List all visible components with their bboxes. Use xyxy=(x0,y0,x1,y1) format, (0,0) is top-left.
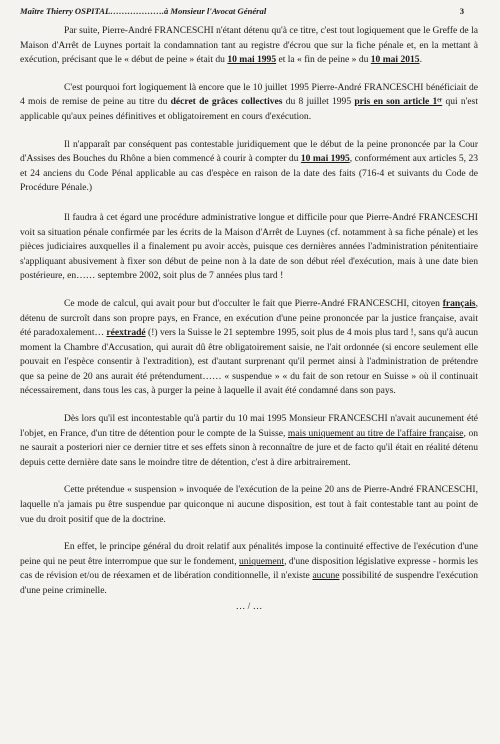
paragraph-6: Dès lors qu'il est incontestable qu'à partir du 10 mai 1995 Monsieur FRANCESCHI n'avait aucunement été l'objet, en France, d'un titre de détention pour le compte de la Suisse, mais uniquement au titre de l'affaire française, on ne saurait a posteriori nier ce dernier titre et ses effets sinon à reconnaître de jure et de facto qu'il était en réalité détenu depuis cette dernière date sans le moindre titre de détention, c'est à dire arbitrairement. xyxy=(20,413,478,468)
uniquement-text: uniquement xyxy=(239,555,285,567)
header-addressee: Maître Thierry OSPITAL……………….à Monsieur l'Avocat Général xyxy=(20,6,267,16)
date-start: 10 mai 1995 xyxy=(227,54,277,66)
aucune-text: aucune xyxy=(312,570,340,582)
continuation-mark: … / … xyxy=(235,600,263,612)
paragraph-3: Il n'apparaît par conséquent pas contestable juridiquement que le début de la peine prononcée par la Cour d'Assises des Bouches du Rhône a bien commencé à courir à compter du 10 mai 1995, conformément aux articles 5, 23 et 24 anciens du Code Pénal applicable au cas d'espèce en raison de la date des faits (716-4 et suivants du Code de Procédure Pénale.) xyxy=(20,138,478,194)
paragraph-4: Il faudra à cet égard une procédure administrative longue et difficile pour que Pierre-André FRANCESCHI voit sa situation pénale confirmée par les écrits de la Maison d'Arrêt de Luynes (cf. notamment à sa fiche pénale) et les pièces judiciaires auxquelles il a finalement pu avoir accès, puisque ces dernières années l'administration pénitentiaire s'appliquant abusivement à fixer son début de peine non à la date de son début réel d'exécution, mais à une date bien postérieure, en…… septembre 2002, soit plus de 7 années plus tard ! xyxy=(20,211,478,282)
page-number: 3 xyxy=(459,6,464,16)
decret-text: décret de grâces collectives xyxy=(170,96,283,108)
paragraph-8: En effet, le principe général du droit relatif aux pénalités impose la continuité effective de l'exécution d'une peine qui ne peut être interrompue que sur le fondement, uniquement, d'une disposition législative expresse - hormis les cas de révision et/ou de réexamen et de libération conditionnelle, il n'existe aucune possibilité de suspendre l'exécution d'une peine criminelle. xyxy=(20,541,478,596)
page-header xyxy=(20,6,478,24)
paragraph-7: Cette prétendue « suspension » invoquée de l'exécution de la peine 20 ans de Pierre-André FRANCESCHI, laquelle n'a jamais pu être suspendue par quiconque ni aucune disposition, est tout à fait contestable tant au point de vue du droit positif que de la doctrine. xyxy=(20,484,478,525)
date-end: 10 mai 2015 xyxy=(370,54,420,66)
date-start-2: 10 mai 1995 xyxy=(300,153,350,165)
paragraph-2: C'est pourquoi fort logiquement là encore que le 10 juillet 1995 Pierre-André FRANCESCHI bénéficiait de 4 mois de remise de peine au titre du décret de grâces collectives du 8 juillet 1995 pris en son article 1ᵉʳ qui n'est applicable qu'aux peines définitives et obligatoirement en cours d'exécution. xyxy=(20,81,478,122)
article-text: pris en son article 1ᵉʳ xyxy=(354,96,443,108)
francais-text: français xyxy=(442,297,476,309)
paragraph-5: Ce mode de calcul, qui avait pour but d'occulter le fait que Pierre-André FRANCESCHI, citoyen français, détenu de surcroît dans son propre pays, en France, en exécution d'une peine prononcée par la justice française, avait été paradoxalement… réextradé (!) vers la Suisse le 21 septembre 1995, soit plus de 4 mois plus tard !, sans qu'à aucun moment la Chambre d'Accusation, qui aurait dû être obligatoirement saisie, ne l'ait ordonnée (si encore seulement elle pouvait en l'espèce consentir à l'extradition), est d'autant surprenant qu'il permet ainsi à l'administration de prétendre que sa peine de 20 ans aurait été prétendument…… « suspendue » « du fait de son retour en Suisse » où il continuait nécessairement, dans tous les cas, à purger la peine à laquelle il avait été condamné dans son pays. xyxy=(20,297,479,397)
paragraph-1: Par suite, Pierre-André FRANCESCHI n'étant détenu qu'à ce titre, c'est tout logiquement que le Greffe de la Maison d'Arrêt de Luynes portait la condamnation tant au registre d'écrou que sur la fiche pénale et, en la mettant à exécution, précisant que le « début de peine » était du 10 mai 1995 et la « fin de peine » du 10 mai 2015. xyxy=(20,25,478,66)
mais-text: mais uniquement au titre de l'affaire française xyxy=(287,427,464,439)
reextrade-text: réextradé xyxy=(106,327,146,339)
